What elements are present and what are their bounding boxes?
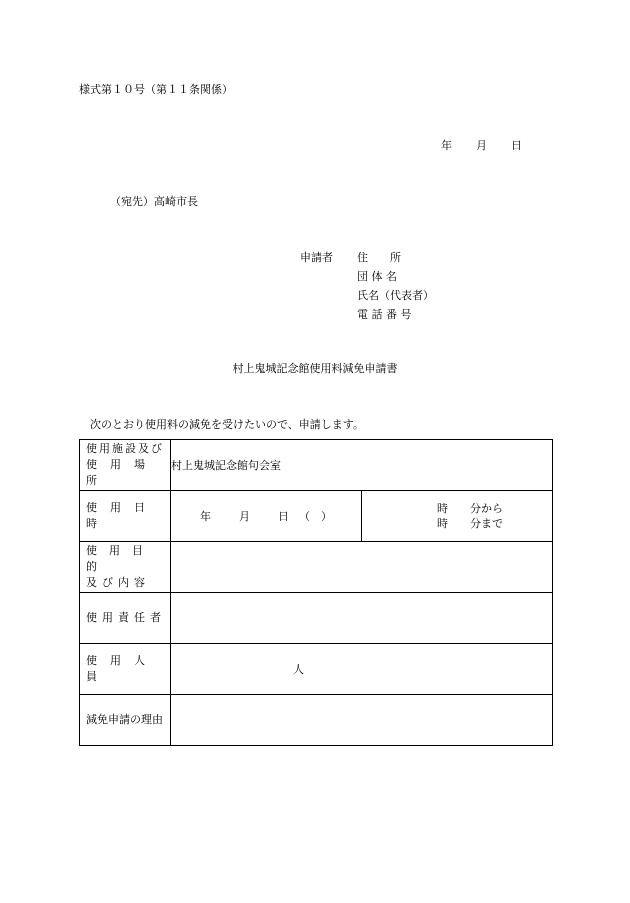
applicant-name-label: 氏名（代表者） xyxy=(357,289,434,302)
table-row-reason xyxy=(80,695,553,746)
facility-label-line-2 xyxy=(86,457,166,489)
facility-value[interactable]: 村上鬼城記念館句会室 xyxy=(171,440,553,491)
datetime-time-cell[interactable] xyxy=(362,491,553,542)
applicant-label: 申請者 xyxy=(300,251,333,264)
responsible-label: 使用責任者 xyxy=(86,611,166,624)
month-label: 月 xyxy=(476,139,487,152)
reason-label-cell xyxy=(80,695,171,746)
datetime-year: 年 xyxy=(200,510,211,523)
applicant-address-label: 住 所 xyxy=(357,251,401,264)
intro-text: 次のとおり使用料の減免を受けたいので、申請します。 xyxy=(90,418,364,431)
purpose-value[interactable] xyxy=(171,542,553,593)
people-value[interactable] xyxy=(171,644,553,695)
datetime-month: 月 xyxy=(239,510,250,523)
facility-label-2: 使用場所 xyxy=(86,458,158,487)
datetime-day: 日 xyxy=(278,510,289,523)
people-label: 使用人員 xyxy=(86,654,158,683)
table-row-purpose xyxy=(80,542,553,593)
datetime-from: 時 分から xyxy=(437,502,503,515)
reason-value[interactable] xyxy=(171,695,553,746)
facility-label-1: 使用施設及び xyxy=(86,442,164,455)
application-table xyxy=(79,439,553,746)
applicant-group-label: 団 体 名 xyxy=(357,270,397,283)
year-label: 年 xyxy=(441,139,452,152)
reason-label: 減免申請の理由 xyxy=(86,713,163,726)
responsible-value[interactable] xyxy=(171,593,553,644)
datetime-label-cell xyxy=(80,491,171,542)
people-unit: 人 xyxy=(293,663,304,676)
document-title: 村上鬼城記念館使用料減免申請書 xyxy=(232,362,398,375)
facility-label-cell xyxy=(80,440,171,491)
table-row-datetime xyxy=(80,491,553,542)
table-row-responsible xyxy=(80,593,553,644)
form-number: 様式第１０号（第１１条関係） xyxy=(79,83,233,96)
table-row-people xyxy=(80,644,553,695)
datetime-to: 時 分まで xyxy=(437,517,503,530)
purpose-label-1: 使用目的 xyxy=(86,544,155,573)
date-line xyxy=(441,137,522,153)
purpose-label-cell xyxy=(80,542,171,593)
addressee: （宛先）高崎市長 xyxy=(110,195,198,208)
people-label-cell xyxy=(80,644,171,695)
applicant-phone-label: 電 話 番 号 xyxy=(357,308,412,321)
day-label: 日 xyxy=(511,139,522,152)
datetime-label: 使用日時 xyxy=(86,501,158,530)
responsible-label-cell xyxy=(80,593,171,644)
purpose-label-2: 及び内容 xyxy=(86,576,150,589)
datetime-weekday: （ ） xyxy=(299,510,332,523)
table-row-facility xyxy=(80,440,553,491)
facility-label-line-1 xyxy=(86,441,166,457)
datetime-date-cell[interactable] xyxy=(171,491,362,542)
